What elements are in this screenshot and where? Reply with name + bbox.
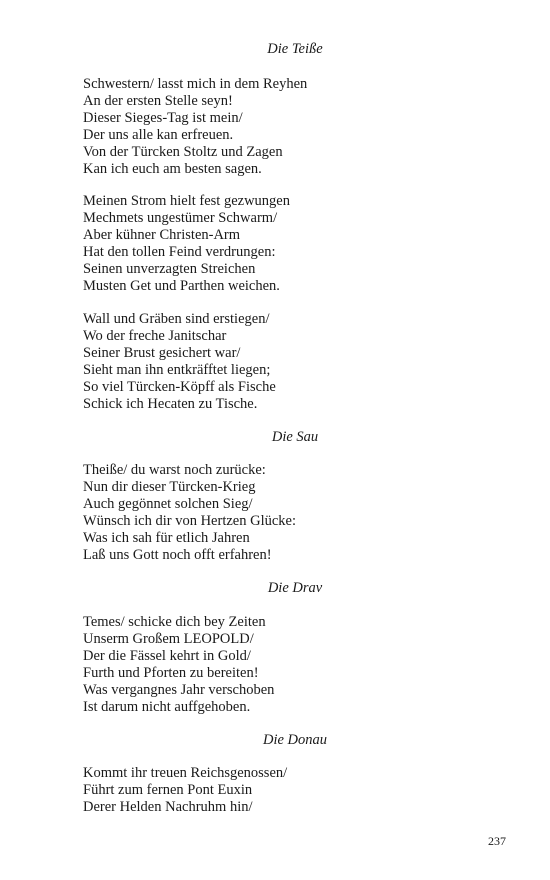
verse-line: Was vergangnes Jahr verschoben [83,682,275,698]
verse-line: Seinen unverzagten Streichen [83,261,256,277]
verse-line: Wo der freche Janitschar [83,328,227,344]
verse-line: Furth und Pforten zu bereiten! [83,665,259,681]
verse-line: Ist darum nicht auffgehoben. [83,699,251,715]
stanza [83,614,503,716]
verse-line: Von der Türcken Stoltz und Zagen [83,144,283,160]
verse-line: Musten Get und Parthen weichen. [83,278,280,294]
page-number: 237 [488,834,506,848]
verse-line: Wall und Gräben sind erstiegen/ [83,311,270,327]
verse-line: Aber kühner Christen-Arm [83,227,241,243]
verse-line: Kan ich euch am besten sagen. [83,161,262,177]
verse-line: Auch gegönnet solchen Sieg/ [83,496,253,512]
verse-line: Schick ich Hecaten zu Tische. [83,396,258,412]
verse-line: Der uns alle kan erfreuen. [83,127,234,143]
verse-line: Mechmets ungestümer Schwarm/ [83,210,278,226]
speaker-heading: Die Teiße [267,41,323,57]
verse-line: Unserm Großem LEOPOLD/ [83,631,254,647]
verse-line: Wünsch ich dir von Hertzen Glücke: [83,513,296,529]
verse-line: Theiße/ du warst noch zurücke: [83,462,266,478]
speaker-heading: Die Donau [262,732,328,748]
verse-line: Derer Helden Nachruhm hin/ [83,799,253,815]
verse-line: Nun dir dieser Türcken-Krieg [83,479,256,495]
verse-line: Laß uns Gott noch offt erfahren! [83,547,272,563]
verse-line: Was ich sah für etlich Jahren [83,530,250,546]
speaker-heading: Die Drav [267,580,323,596]
stanza [83,193,503,295]
verse-line: Hat den tollen Feind verdrungen: [83,244,276,260]
verse-line: An der ersten Stelle seyn! [83,93,233,109]
verse-line: Temes/ schicke dich bey Zeiten [83,614,266,630]
verse-line: So viel Türcken-Köpff als Fische [83,379,276,395]
stanza [83,76,503,178]
stanza [83,765,503,816]
verse-line: Schwestern/ lasst mich in dem Reyhen [83,76,308,92]
stanza [83,462,503,564]
speaker-heading: Die Sau [271,429,319,445]
verse-line: Dieser Sieges-Tag ist mein/ [83,110,243,126]
verse-line: Seiner Brust gesichert war/ [83,345,241,361]
verse-line: Führt zum fernen Pont Euxin [83,782,253,798]
verse-line: Kommt ihr treuen Reichsgenossen/ [83,765,288,781]
verse-line: Der die Fässel kehrt in Gold/ [83,648,251,664]
stanza [83,311,503,413]
verse-line: Meinen Strom hielt fest gezwungen [83,193,290,209]
verse-line: Sieht man ihn entkräfftet liegen; [83,362,271,378]
